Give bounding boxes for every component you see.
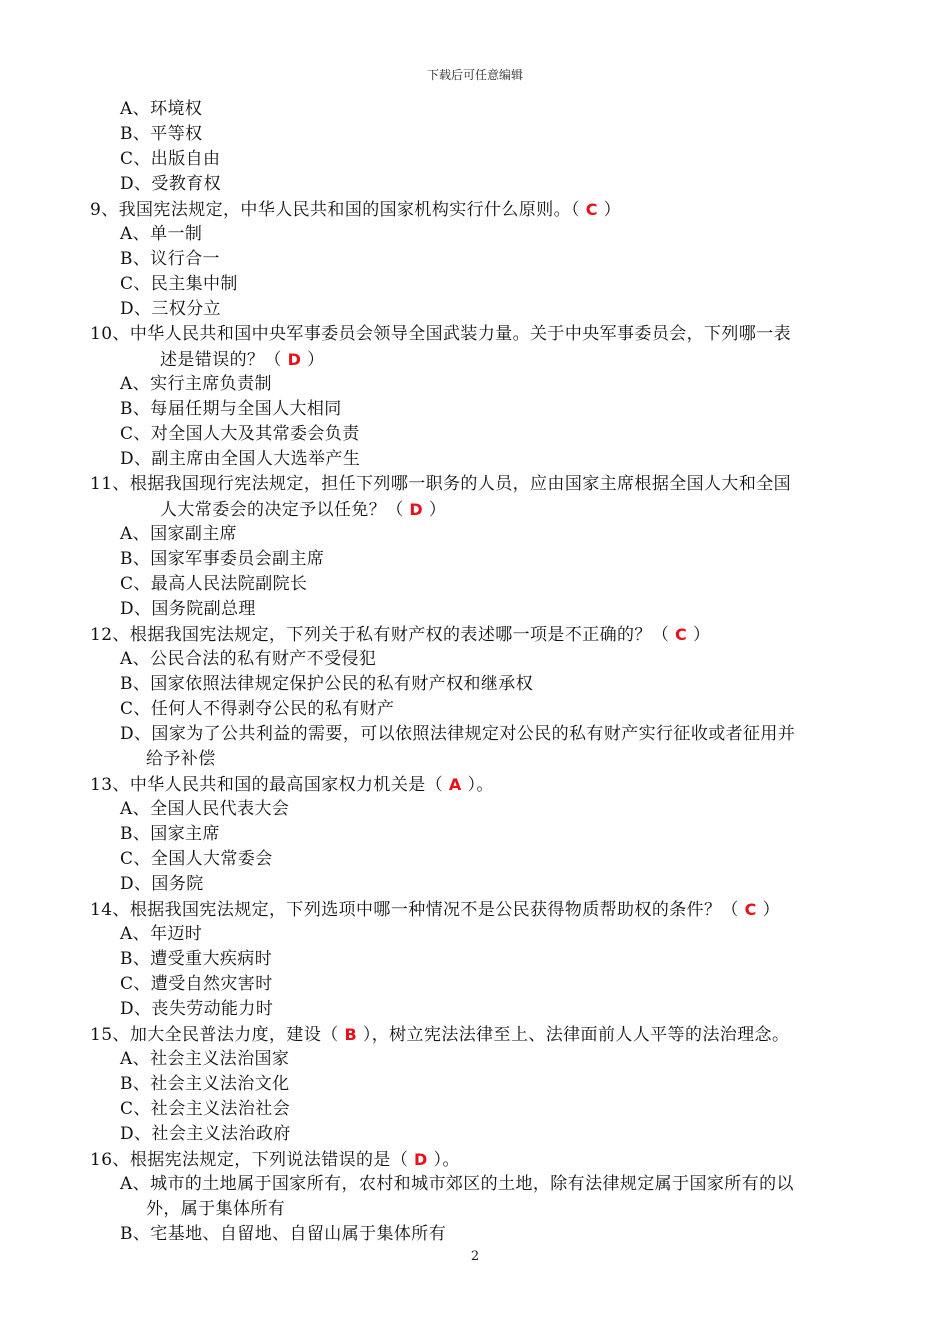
option-line: A、环境权 [120,99,203,119]
option-line: A、国家副主席 [120,524,238,544]
question-text-end: ），树立宪法法律至上、法律面前人人平等的法治理念。 [357,1025,790,1045]
page-header: 下载后可任意编辑 [426,68,523,82]
option-line: D、丧失劳动能力时 [120,999,274,1019]
option-line: C、出版自由 [120,149,221,169]
option-line: C、最高人民法院副院长 [120,574,308,594]
option-line: D、受教育权 [120,174,222,194]
option-line: B、国家依照法律规定保护公民的私有财产权和继承权 [120,674,534,694]
question-text-end: ） [756,900,781,920]
option-line: B、国家军事委员会副主席 [120,549,325,569]
option-line: B、每届任期与全国人大相同 [120,399,342,419]
answer-mark: C [744,900,757,919]
option-line: B、议行合一 [120,249,220,269]
option-line: B、宅基地、自留地、自留山属于集体所有 [120,1224,447,1244]
option-line: C、社会主义法治社会 [120,1099,291,1119]
option-continuation: 给予补偿 [146,749,216,769]
option-line: A、公民合法的私有财产不受侵犯 [120,649,377,669]
question-text-end: ） [423,500,447,520]
option-line: A、社会主义法治国家 [120,1049,290,1069]
option-line: C、全国人大常委会 [120,849,273,869]
answer-mark: C [675,625,688,644]
question-text-end: ） [597,200,622,220]
question-text: 12、根据我国宪法规定，下列关于私有财产权的表述哪一项是不正确的？（ [90,625,676,645]
document-body [90,97,870,1247]
option-line: D、国务院副总理 [120,599,256,619]
answer-mark: D [409,500,424,519]
question-text: 9、我国宪法规定，中华人民共和国的国家机构实行什么原则。（ [90,200,586,220]
answer-mark: A [448,775,462,794]
option-line: D、三权分立 [120,299,222,319]
option-line: B、遭受重大疾病时 [120,949,273,969]
option-line: D、社会主义法治政府 [120,1124,291,1144]
option-line: C、民主集中制 [120,274,238,294]
option-line: A、城市的土地属于国家所有，农村和城市郊区的土地，除有法律规定属于国家所有的以 [120,1174,794,1194]
answer-mark: D [414,1150,428,1169]
question-continuation [90,347,870,372]
question-text: 15、加大全民普法力度，建设（ [90,1025,345,1045]
option-line: A、实行主席负责制 [120,374,272,394]
option-line: D、国家为了公共利益的需要，可以依照法律规定对公民的私有财产实行征收或者征用并 [120,724,796,744]
question-line: 10、中华人民共和国中央军事委员会领导全国武装力量。关于中央军事委员会，下列哪一表 [90,324,792,344]
question-line [90,1022,870,1047]
question-text: 人大常委会的决定予以任免？（ [160,500,410,520]
option-line: D、国务院 [120,874,204,894]
page-number: 2 [470,1249,480,1264]
question-line: 11、根据我国现行宪法规定，担任下列哪一职务的人员，应由国家主席根据全国人大和全国 [90,474,792,494]
option-line: B、国家主席 [120,824,220,844]
option-line: B、社会主义法治文化 [120,1074,290,1094]
answer-mark: C [585,200,598,219]
option-line: B、平等权 [120,124,203,144]
option-line: C、任何人不得剥夺公民的私有财产 [120,699,395,719]
question-text-end: ） [301,350,325,370]
option-line: A、单一制 [120,224,203,244]
question-text: 14、根据我国宪法规定，下列选项中哪一种情况不是公民获得物质帮助权的条件？（ [90,900,745,920]
question-line [90,897,870,922]
question-line [90,622,870,647]
answer-mark: B [344,1025,358,1044]
question-line [90,1147,870,1172]
option-line: A、全国人民代表大会 [120,799,290,819]
question-line [90,772,870,797]
question-text-end: ）。 [427,1150,460,1170]
question-text-end: ）。 [461,775,494,795]
option-line: C、对全国人大及其常委会负责 [120,424,360,444]
question-text: 13、中华人民共和国的最高国家权力机关是（ [90,775,449,795]
option-line: A、年迈时 [120,924,203,944]
question-text: 述是错误的？（ [160,350,288,370]
question-text-end: ） [687,625,711,645]
question-line [90,197,870,222]
option-line: D、副主席由全国人大选举产生 [120,449,361,469]
question-text: 16、根据宪法规定，下列说法错误的是（ [90,1150,415,1170]
question-continuation [90,497,870,522]
answer-mark: D [287,350,302,369]
option-line: C、遭受自然灾害时 [120,974,273,994]
option-continuation: 外，属于集体所有 [146,1199,286,1219]
